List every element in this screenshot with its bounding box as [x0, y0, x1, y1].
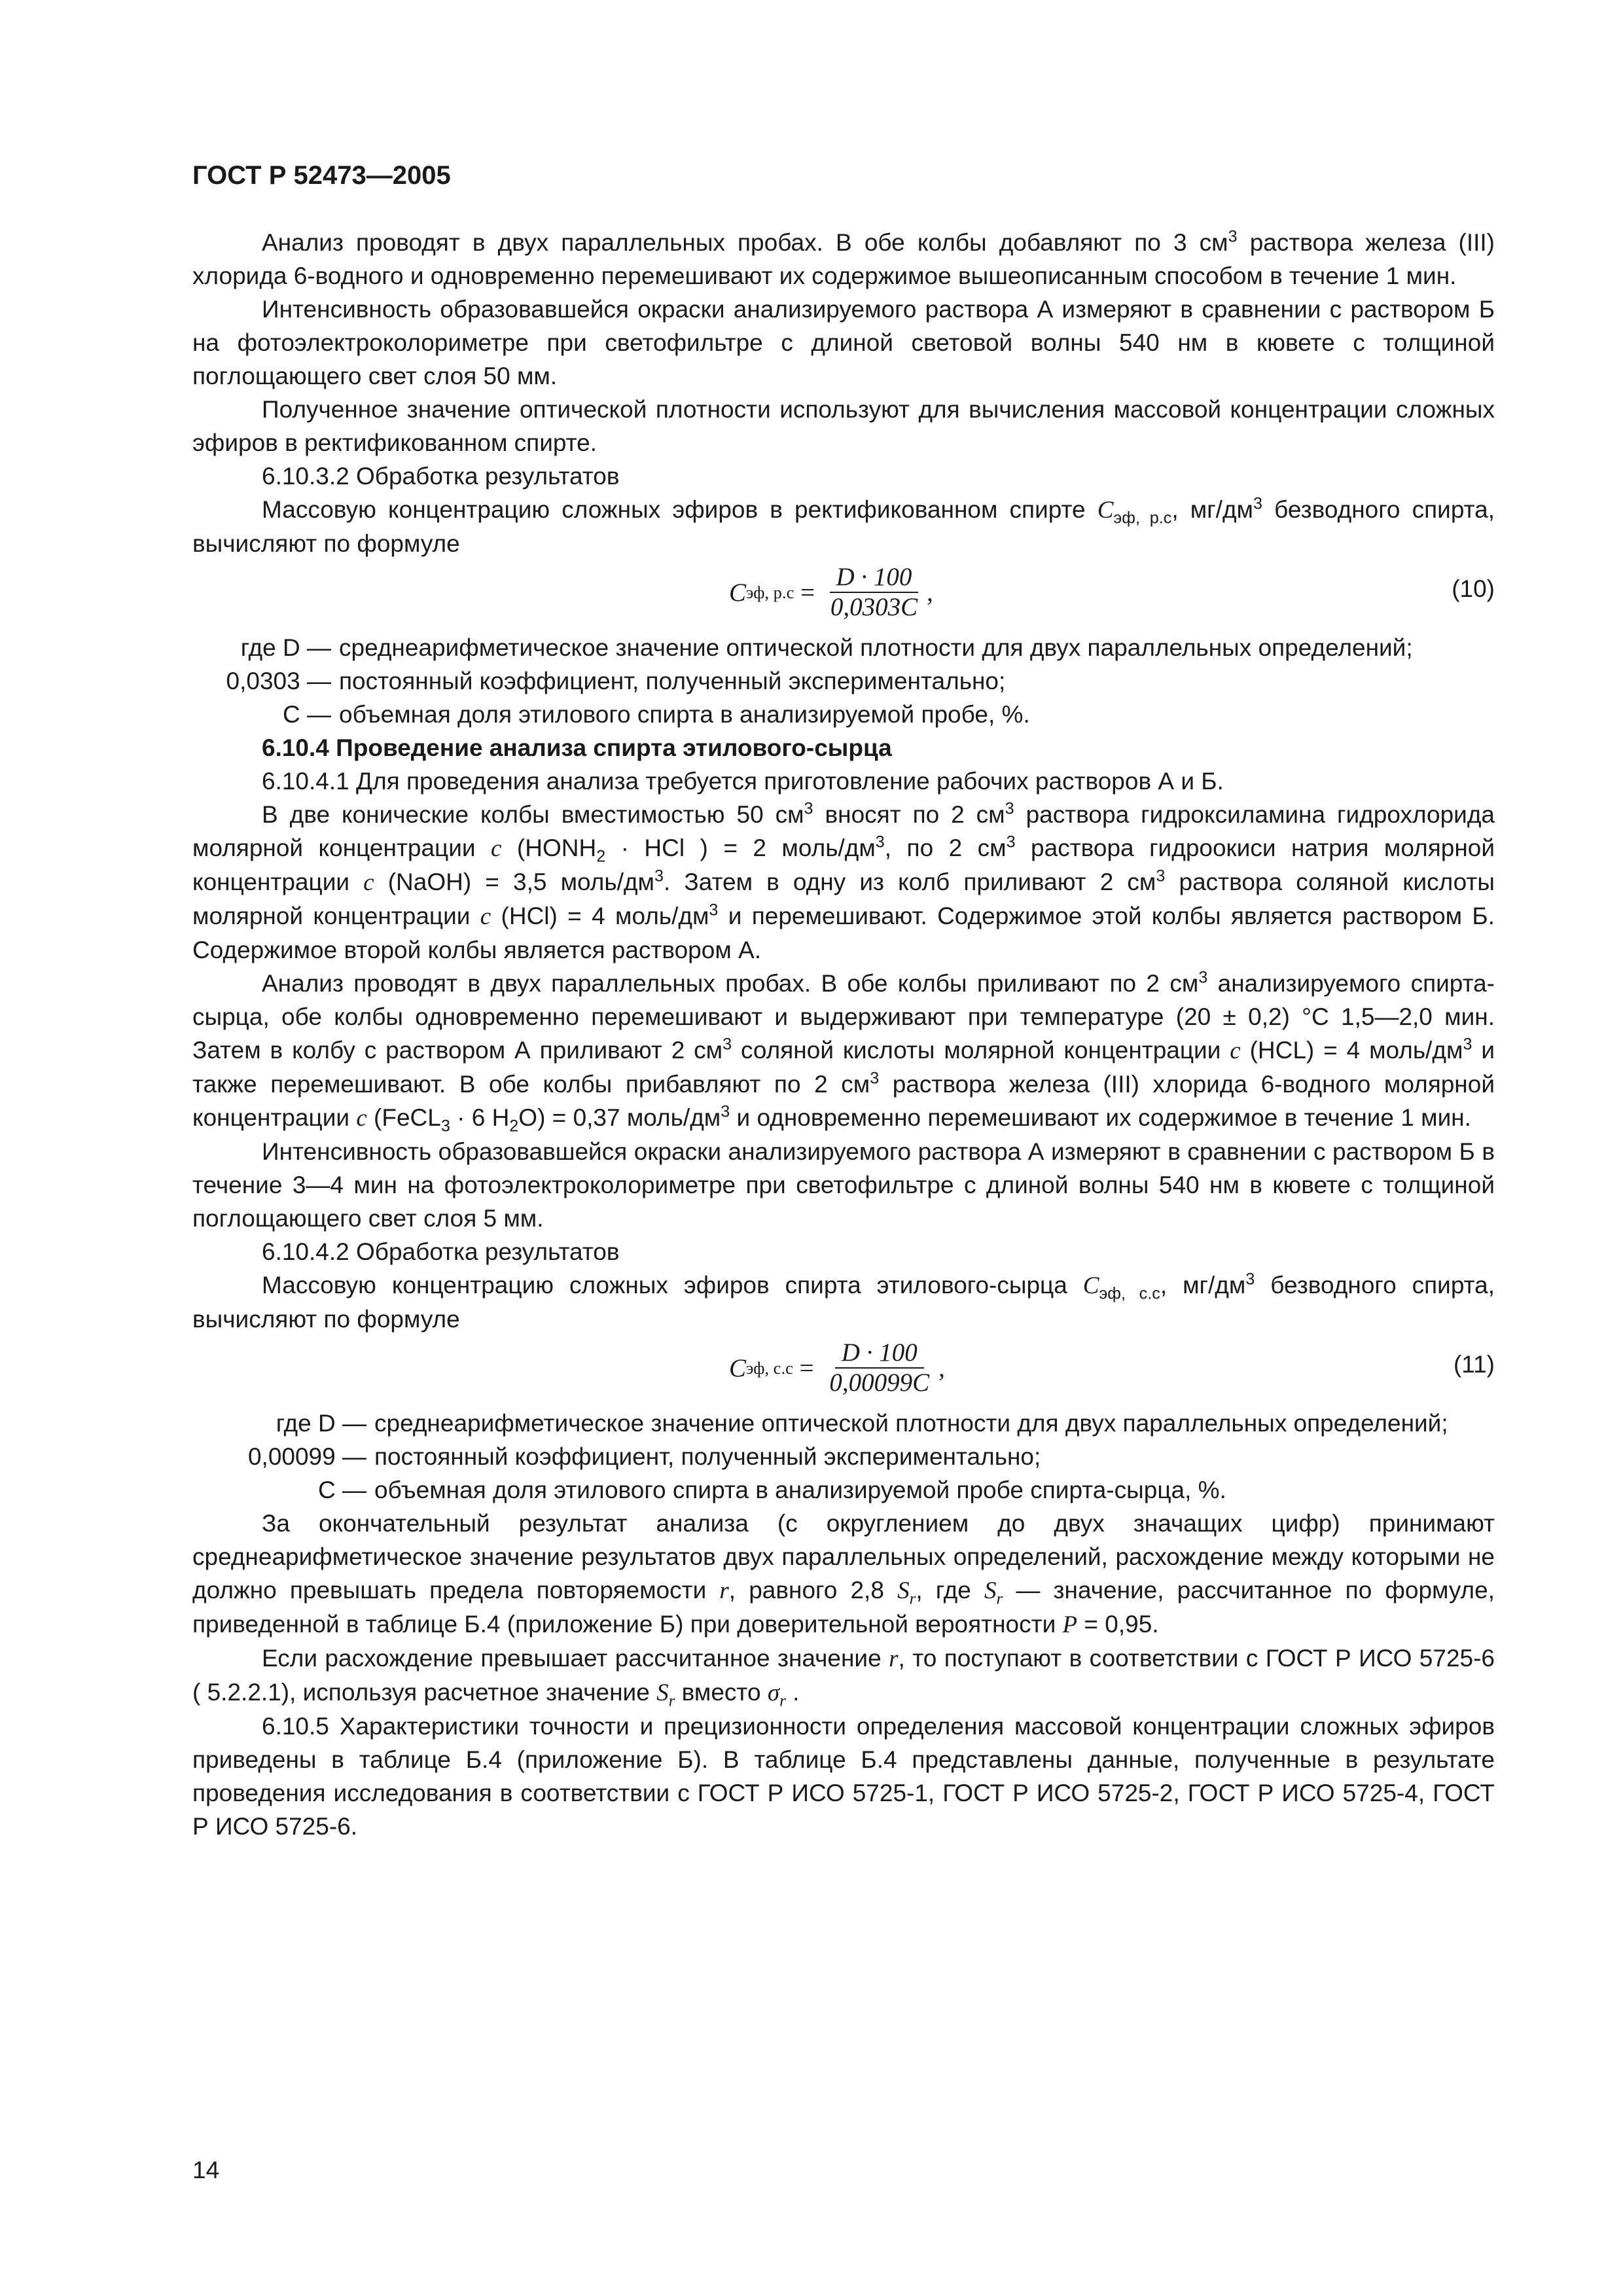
- section-heading-6-10-4: 6.10.4 Проведение анализа спирта этилового-сырца: [262, 734, 892, 761]
- paragraph: Если расхождение превышает рассчитанное значение r, то поступают в соответствии с ГОСТ Р ИСО 5725-6 ( 5.2.2.1), используя расчетное значение $S_r$ вместо $\sigma_r$ .: [192, 1645, 1495, 1710]
- paragraph: Полученное значение оптической плотности используют для вычисления массовой концентрации сложных эфиров в ректификованном спирте.: [192, 396, 1495, 456]
- paragraph: 6.10.5 Характеристики точности и прецизионности определения массовой концентрации сложных эфиров приведены в таблице Б.4 (приложение Б). В таблице Б.4 представлены данные, полученные в результате проведения исследования в соответствии с ГОСТ Р ИСО 5725-1, ГОСТ Р ИСО 5725-2, ГОСТ Р ИСО 5725-4, ГОСТ Р ИСО 5725-6.: [192, 1713, 1495, 1840]
- paragraph: Анализ проводят в двух параллельных пробах. В обе колбы добавляют по 3 $см^3$ раствора железа (III) хлорида 6-водного и одновременно перемешивают их содержимое вышеописанным способом в течение 1 мин.: [192, 227, 1495, 289]
- formula-10-definitions: где D — среднеарифметическое значение оптической плотности для двух параллельных определений; 0,0303 — постоянный коэффициент, полученный экспериментально; C — объемная доля этилового спирта в анализируемой пробе, %.: [226, 634, 1413, 728]
- paragraph: За окончательный результат анализа (с округлением до двух значащих цифр) принимают среднеарифметическое значение результатов двух параллельных определений, расхождение между которыми не должно превышать предела повторяемости r, равного 2,8 $S_r$, где $S_r$ — значение, рассчитанное по формуле, приведенной в таблице Б.4 (приложение Б) при доверительной вероятности P = 0,95.: [192, 1510, 1495, 1638]
- section-heading-6-10-3-2: 6.10.3.2 Обработка результатов: [262, 463, 620, 490]
- page-number: 14: [192, 2157, 220, 2183]
- section-heading-6-10-4-2: 6.10.4.2 Обработка результатов: [262, 1238, 620, 1265]
- formula-number: (11): [1453, 1351, 1495, 1378]
- formula-11: C эф, с.с = $\frac{D \cdot 100}{0,00099C}$ , (11): [729, 1338, 1495, 1397]
- paragraph: Интенсивность образовавшейся окраски анализируемого раствора А измеряют в сравнении с раствором Б в течение 3—4 мин на фотоэлектроколориметре при светофильтре с длиной волны 540 нм в кювете с толщиной поглощающего свет слоя 5 мм.: [192, 1138, 1495, 1232]
- paragraph: Анализ проводят в двух параллельных пробах. В обе колбы приливают по 2 $см^3$ анализируемого спирта-сырца, обе колбы одновременно перемешивают и выдерживают при температуре (20 ± 0,2) °С 1,5—2,0 мин. Затем в колбу с раствором А приливают 2 $см^3$ соляной кислоты молярной концентрации c (HCL) = 4 моль/$дм^3$ и также перемешивают. В обе колбы прибавляют по 2 $см^3$ раствора железа (III) хлорида 6-водного молярной концентрации c (FeCL$_3$ · 6 $H_2O) = 0,37$ моль/$дм^3$ и одновременно перемешивают их содержимое в течение 1 мин.: [192, 968, 1495, 1136]
- paragraph: Интенсивность образовавшейся окраски анализируемого раствора А измеряют в сравнении с раствором Б на фотоэлектроколориметре при светофильтре с длиной световой волны 540 нм в кювете с толщиной поглощающего свет слоя 50 мм.: [192, 296, 1495, 389]
- paragraph: 6.10.4.1 Для проведения анализа требуется приготовление рабочих растворов А и Б.: [262, 768, 1224, 795]
- formula-10: C эф, р.с = $\frac{D \cdot 100}{0,0303C}$ , (10): [729, 563, 1495, 621]
- paragraph: Массовую концентрацию сложных эфиров спирта этилового-сырца $C_{эф, с.с}$, $мг/дм^3$ безводного спирта, вычисляют по формуле: [192, 1270, 1495, 1333]
- document-body: [192, 226, 1495, 1843]
- formula-number: (10): [1452, 575, 1495, 602]
- paragraph: Массовую концентрацию сложных эфиров в ректификованном спирте $C_{эф, р.с}$, $мг/дм^3$ безводного спирта, вычисляют по формуле: [192, 494, 1495, 557]
- document-code-header: ГОСТ Р 52473—2005: [192, 161, 451, 190]
- paragraph: В две конические колбы вместимостью 50 $см^3$ вносят по 2 $см^3$ раствора гидроксиламина гидрохлорида молярной концентрации c ($HONH_2$ · HCl ) = 2 моль/$дм^3$, по 2 $см^3$ раствора гидроокиси натрия молярной концентрации c (NaOH) = 3,5 моль/$дм^3$. Затем в одну из колб приливают 2 $см^3$ раствора соляной кислоты молярной концентрации c (HCl) = 4 моль/$дм^3$ и перемешивают. Содержимое этой колбы является раствором Б. Содержимое второй колбы является раствором А.: [192, 799, 1495, 963]
- formula-11-definitions: где D — среднеарифметическое значение оптической плотности для двух параллельных определений; 0,00099 — постоянный коэффициент, полученный экспериментально; C — объемная доля этилового спирта в анализируемой пробе спирта-сырца, %.: [247, 1410, 1448, 1503]
